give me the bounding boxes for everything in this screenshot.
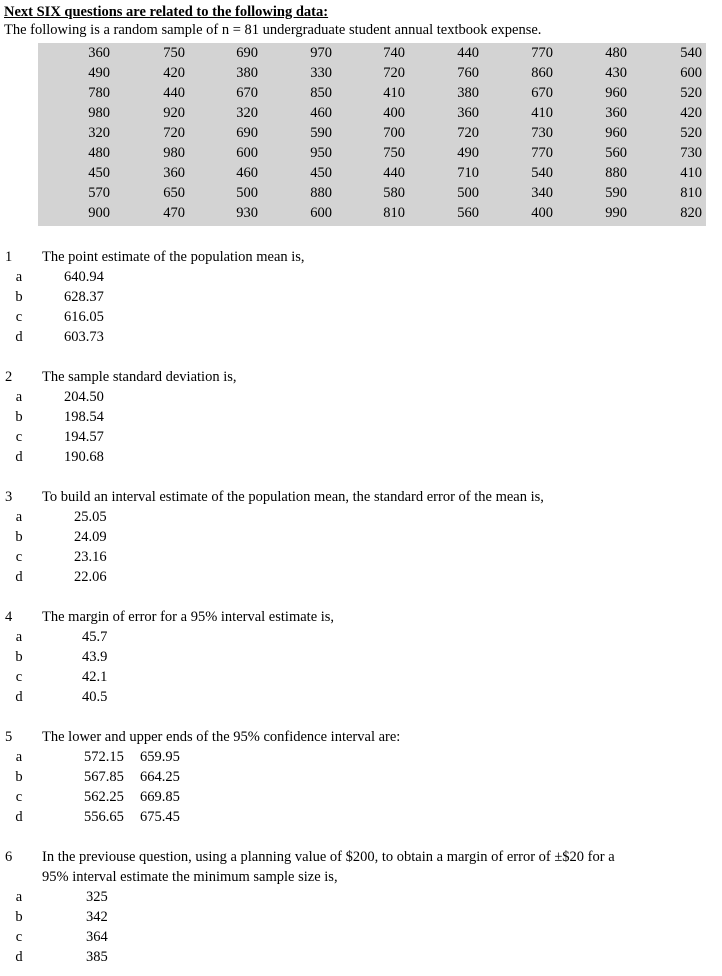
question-number: 6 bbox=[5, 849, 13, 865]
table-cell: 810 bbox=[383, 205, 405, 221]
table-cell: 360 bbox=[163, 165, 185, 181]
option-value: 562.25 bbox=[84, 789, 124, 805]
data-table bbox=[38, 43, 706, 226]
option-value: 24.09 bbox=[74, 529, 107, 545]
table-cell: 560 bbox=[605, 145, 627, 161]
option-letter: c bbox=[15, 309, 23, 325]
table-cell: 670 bbox=[236, 85, 258, 101]
question-number: 1 bbox=[5, 249, 13, 265]
table-cell: 460 bbox=[310, 105, 332, 121]
option-value: 385 bbox=[86, 949, 108, 965]
table-cell: 500 bbox=[457, 185, 479, 201]
table-cell: 360 bbox=[88, 45, 110, 61]
table-cell: 600 bbox=[680, 65, 702, 81]
table-cell: 470 bbox=[163, 205, 185, 221]
table-cell: 580 bbox=[383, 185, 405, 201]
question-text: To build an interval estimate of the population mean, the standard error of the mean is, bbox=[42, 489, 544, 505]
table-cell: 730 bbox=[531, 125, 553, 141]
option-letter: d bbox=[15, 449, 23, 465]
option-value: 572.15 bbox=[84, 749, 124, 765]
option-value-upper: 669.85 bbox=[140, 789, 180, 805]
table-cell: 320 bbox=[236, 105, 258, 121]
option-value: 198.54 bbox=[64, 409, 104, 425]
option-value: 556.65 bbox=[84, 809, 124, 825]
option-letter: c bbox=[15, 789, 23, 805]
table-cell: 700 bbox=[383, 125, 405, 141]
table-cell: 380 bbox=[236, 65, 258, 81]
table-cell: 770 bbox=[531, 45, 553, 61]
table-cell: 900 bbox=[88, 205, 110, 221]
table-cell: 720 bbox=[163, 125, 185, 141]
option-value: 40.5 bbox=[82, 689, 108, 705]
option-value-upper: 675.45 bbox=[140, 809, 180, 825]
question-number: 4 bbox=[5, 609, 13, 625]
table-cell: 570 bbox=[88, 185, 110, 201]
option-letter: a bbox=[15, 269, 23, 285]
option-letter: b bbox=[15, 649, 23, 665]
table-cell: 750 bbox=[163, 45, 185, 61]
option-letter: b bbox=[15, 909, 23, 925]
option-letter: a bbox=[15, 889, 23, 905]
table-cell: 410 bbox=[531, 105, 553, 121]
option-letter: c bbox=[15, 929, 23, 945]
table-cell: 480 bbox=[605, 45, 627, 61]
table-cell: 990 bbox=[605, 205, 627, 221]
option-letter: a bbox=[15, 509, 23, 525]
option-value: 640.94 bbox=[64, 269, 104, 285]
table-cell: 960 bbox=[605, 125, 627, 141]
table-cell: 590 bbox=[310, 125, 332, 141]
option-value: 567.85 bbox=[84, 769, 124, 785]
option-value: 45.7 bbox=[82, 629, 108, 645]
table-cell: 600 bbox=[310, 205, 332, 221]
option-value: 628.37 bbox=[64, 289, 104, 305]
table-cell: 400 bbox=[531, 205, 553, 221]
table-cell: 420 bbox=[163, 65, 185, 81]
table-cell: 600 bbox=[236, 145, 258, 161]
table-cell: 450 bbox=[88, 165, 110, 181]
table-cell: 980 bbox=[88, 105, 110, 121]
table-cell: 930 bbox=[236, 205, 258, 221]
option-letter: d bbox=[15, 569, 23, 585]
table-cell: 440 bbox=[457, 45, 479, 61]
table-cell: 330 bbox=[310, 65, 332, 81]
intro-text: The following is a random sample of n = 81 undergraduate student annual textbook expense. bbox=[4, 22, 542, 38]
table-cell: 360 bbox=[605, 105, 627, 121]
option-value: 616.05 bbox=[64, 309, 104, 325]
table-cell: 400 bbox=[383, 105, 405, 121]
question-text: The margin of error for a 95% interval estimate is, bbox=[42, 609, 335, 625]
question-text: In the previouse question, using a planning value of $200, to obtain a margin of error of ±$20 for a 95% interval estimate the minimum sample size is, bbox=[42, 849, 615, 885]
option-value: 364 bbox=[86, 929, 108, 945]
table-cell: 730 bbox=[680, 145, 702, 161]
table-cell: 440 bbox=[383, 165, 405, 181]
option-value-upper: 664.25 bbox=[140, 769, 180, 785]
option-letter: d bbox=[15, 689, 23, 705]
table-cell: 690 bbox=[236, 125, 258, 141]
table-cell: 490 bbox=[457, 145, 479, 161]
option-value: 25.05 bbox=[74, 509, 107, 525]
table-cell: 770 bbox=[531, 145, 553, 161]
table-cell: 880 bbox=[310, 185, 332, 201]
table-cell: 650 bbox=[163, 185, 185, 201]
table-cell: 720 bbox=[383, 65, 405, 81]
option-letter: c bbox=[15, 669, 23, 685]
option-letter: b bbox=[15, 529, 23, 545]
option-value: 194.57 bbox=[64, 429, 104, 445]
table-cell: 460 bbox=[236, 165, 258, 181]
table-cell: 450 bbox=[310, 165, 332, 181]
table-cell: 590 bbox=[605, 185, 627, 201]
option-value: 42.1 bbox=[82, 669, 108, 685]
option-value: 43.9 bbox=[82, 649, 108, 665]
option-letter: d bbox=[15, 949, 23, 965]
table-cell: 980 bbox=[163, 145, 185, 161]
option-letter: c bbox=[15, 549, 23, 565]
question-text: The point estimate of the population mean is, bbox=[42, 249, 305, 265]
question-text: The lower and upper ends of the 95% confidence interval are: bbox=[42, 729, 401, 745]
table-cell: 540 bbox=[531, 165, 553, 181]
table-cell: 520 bbox=[680, 85, 702, 101]
table-cell: 780 bbox=[88, 85, 110, 101]
option-value: 22.06 bbox=[74, 569, 107, 585]
table-cell: 380 bbox=[457, 85, 479, 101]
table-cell: 410 bbox=[680, 165, 702, 181]
option-value: 342 bbox=[86, 909, 108, 925]
table-cell: 480 bbox=[88, 145, 110, 161]
table-cell: 860 bbox=[531, 65, 553, 81]
table-cell: 720 bbox=[457, 125, 479, 141]
table-cell: 950 bbox=[310, 145, 332, 161]
table-cell: 740 bbox=[383, 45, 405, 61]
question-number: 5 bbox=[5, 729, 13, 745]
table-cell: 710 bbox=[457, 165, 479, 181]
option-letter: b bbox=[15, 409, 23, 425]
table-cell: 690 bbox=[236, 45, 258, 61]
option-value: 204.50 bbox=[64, 389, 104, 405]
option-letter: a bbox=[15, 389, 23, 405]
table-cell: 500 bbox=[236, 185, 258, 201]
table-cell: 920 bbox=[163, 105, 185, 121]
question-text: The sample standard deviation is, bbox=[42, 369, 237, 385]
option-letter: d bbox=[15, 809, 23, 825]
table-cell: 880 bbox=[605, 165, 627, 181]
table-cell: 850 bbox=[310, 85, 332, 101]
table-cell: 430 bbox=[605, 65, 627, 81]
option-value: 603.73 bbox=[64, 329, 104, 345]
table-cell: 960 bbox=[605, 85, 627, 101]
option-letter: c bbox=[15, 429, 23, 445]
table-cell: 360 bbox=[457, 105, 479, 121]
table-cell: 670 bbox=[531, 85, 553, 101]
option-value: 190.68 bbox=[64, 449, 104, 465]
table-cell: 760 bbox=[457, 65, 479, 81]
table-cell: 810 bbox=[680, 185, 702, 201]
option-value: 23.16 bbox=[74, 549, 107, 565]
table-cell: 420 bbox=[680, 105, 702, 121]
question-number: 2 bbox=[5, 369, 13, 385]
table-cell: 540 bbox=[680, 45, 702, 61]
option-value: 325 bbox=[86, 889, 108, 905]
option-letter: d bbox=[15, 329, 23, 345]
table-cell: 410 bbox=[383, 85, 405, 101]
question-number: 3 bbox=[5, 489, 13, 505]
table-cell: 490 bbox=[88, 65, 110, 81]
option-letter: b bbox=[15, 769, 23, 785]
table-cell: 970 bbox=[310, 45, 332, 61]
table-cell: 520 bbox=[680, 125, 702, 141]
option-letter: b bbox=[15, 289, 23, 305]
table-cell: 820 bbox=[680, 205, 702, 221]
table-cell: 750 bbox=[383, 145, 405, 161]
option-letter: a bbox=[15, 629, 23, 645]
option-letter: a bbox=[15, 749, 23, 765]
section-heading: Next SIX questions are related to the following data: bbox=[4, 4, 329, 20]
option-value-upper: 659.95 bbox=[140, 749, 180, 765]
table-cell: 440 bbox=[163, 85, 185, 101]
table-cell: 320 bbox=[88, 125, 110, 141]
table-cell: 340 bbox=[531, 185, 553, 201]
table-cell: 560 bbox=[457, 205, 479, 221]
